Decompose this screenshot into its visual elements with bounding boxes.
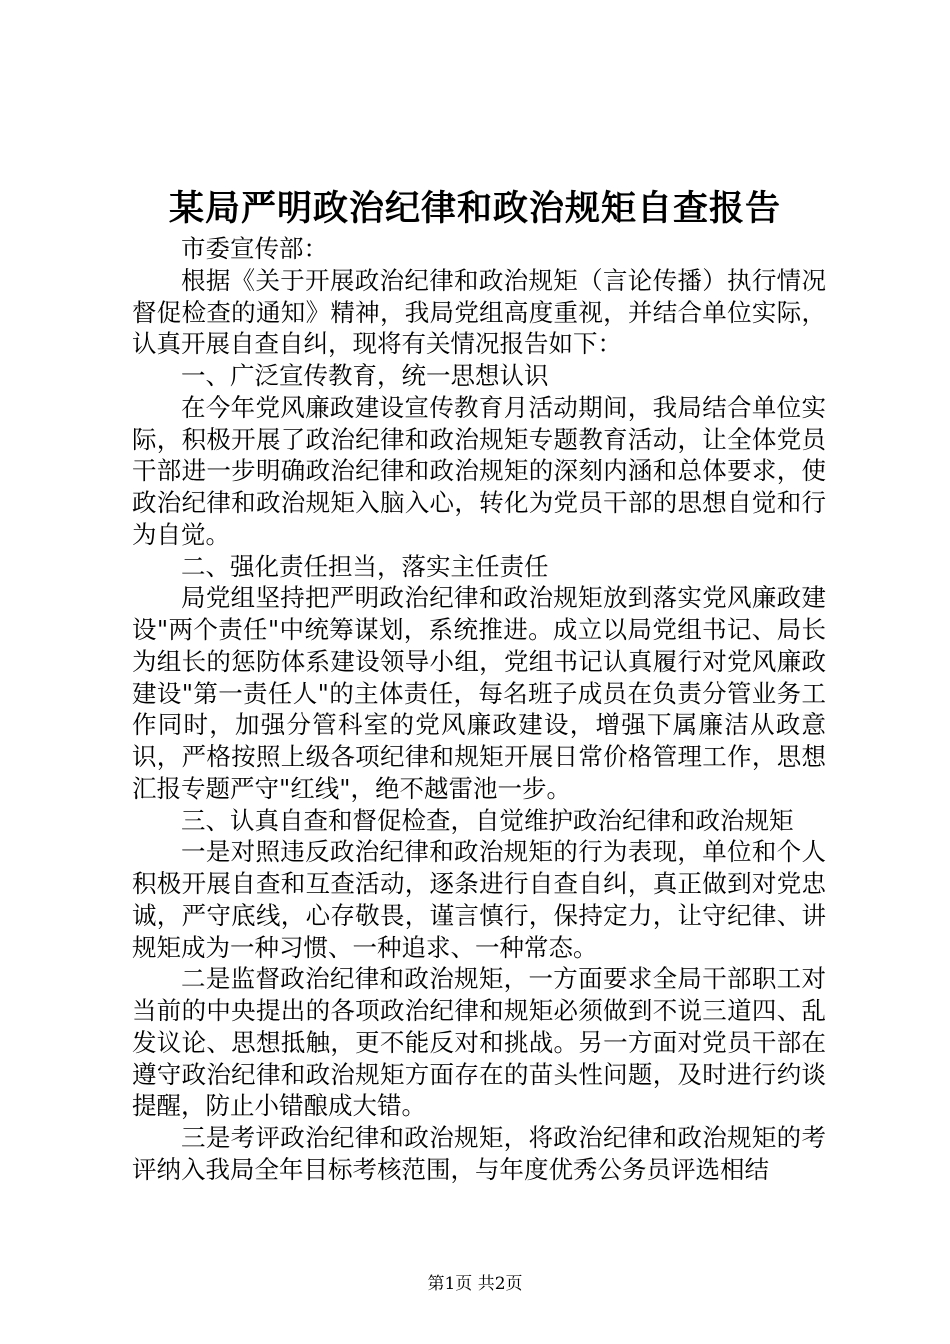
section-heading-1: 一、广泛宣传教育，统一思想认识 (181, 361, 549, 390)
document-title: 某局严明政治纪律和政治规矩自查报告 (168, 188, 781, 229)
section-1-paragraph: 在今年党风廉政建设宣传教育月活动期间，我局结合单位实际，积极开展了政治纪律和政治规矩专题教育活动，让全体党员干部进一步明确政治纪律和政治规矩的深刻内涵和总体要求，使政治纪律和政治规矩入脑入心，转化为党员干部的思想自觉和行为自觉。 (132, 392, 826, 549)
section-3-item-3: 三是考评政治纪律和政治规矩，将政治纪律和政治规矩的考评纳入我局全年目标考核范围，与年度优秀公务员评选相结 (132, 1123, 826, 1184)
section-heading-3: 三、认真自查和督促检查，自觉维护政治纪律和政治规矩 (181, 805, 794, 835)
salutation: 市委宣传部： (181, 234, 328, 263)
section-3-item-1: 一是对照违反政治纪律和政治规矩的行为表现，单位和个人积极开展自查和互查活动，逐条进行自查自纠，真正做到对党忠诚，严守底线，心存敬畏，谨言慎行，保持定力，让守纪律、讲规矩成为一种习惯、一种追求、一种常态。 (132, 837, 826, 962)
page-number-footer: 第1页 共2页 (427, 1274, 523, 1294)
document-body (132, 233, 826, 1186)
section-2-paragraph: 局党组坚持把严明政治纪律和政治规矩放到落实党风廉政建设"两个责任"中统筹谋划，系统推进。成立以局党组书记、局长为组长的惩防体系建设领导小组，党组书记认真履行对党风廉政建设"第一责任人"的主体责任，每名班子成员在负责分管业务工作同时，加强分管科室的党风廉政建设，增强下属廉洁从政意识，严格按照上级各项纪律和规矩开展日常价格管理工作，思想汇报专题严守"红线"，绝不越雷池一步。 (132, 583, 826, 803)
section-3-item-2: 二是监督政治纪律和政治规矩，一方面要求全局干部职工对当前的中央提出的各项政治纪律和规矩必须做到不说三道四、乱发议论、思想抵触，更不能反对和挑战。另一方面对党员干部在遵守政治纪律和政治规矩方面存在的苗头性问题，及时进行约谈提醒，防止小错酿成大错。 (132, 964, 826, 1121)
intro-paragraph: 根据《关于开展政治纪律和政治规矩（言论传播）执行情况督促检查的通知》精神，我局党组高度重视，并结合单位实际，认真开展自查自纠，现将有关情况报告如下： (132, 265, 826, 359)
section-heading-2: 二、强化责任担当，落实主任责任 (181, 551, 549, 581)
